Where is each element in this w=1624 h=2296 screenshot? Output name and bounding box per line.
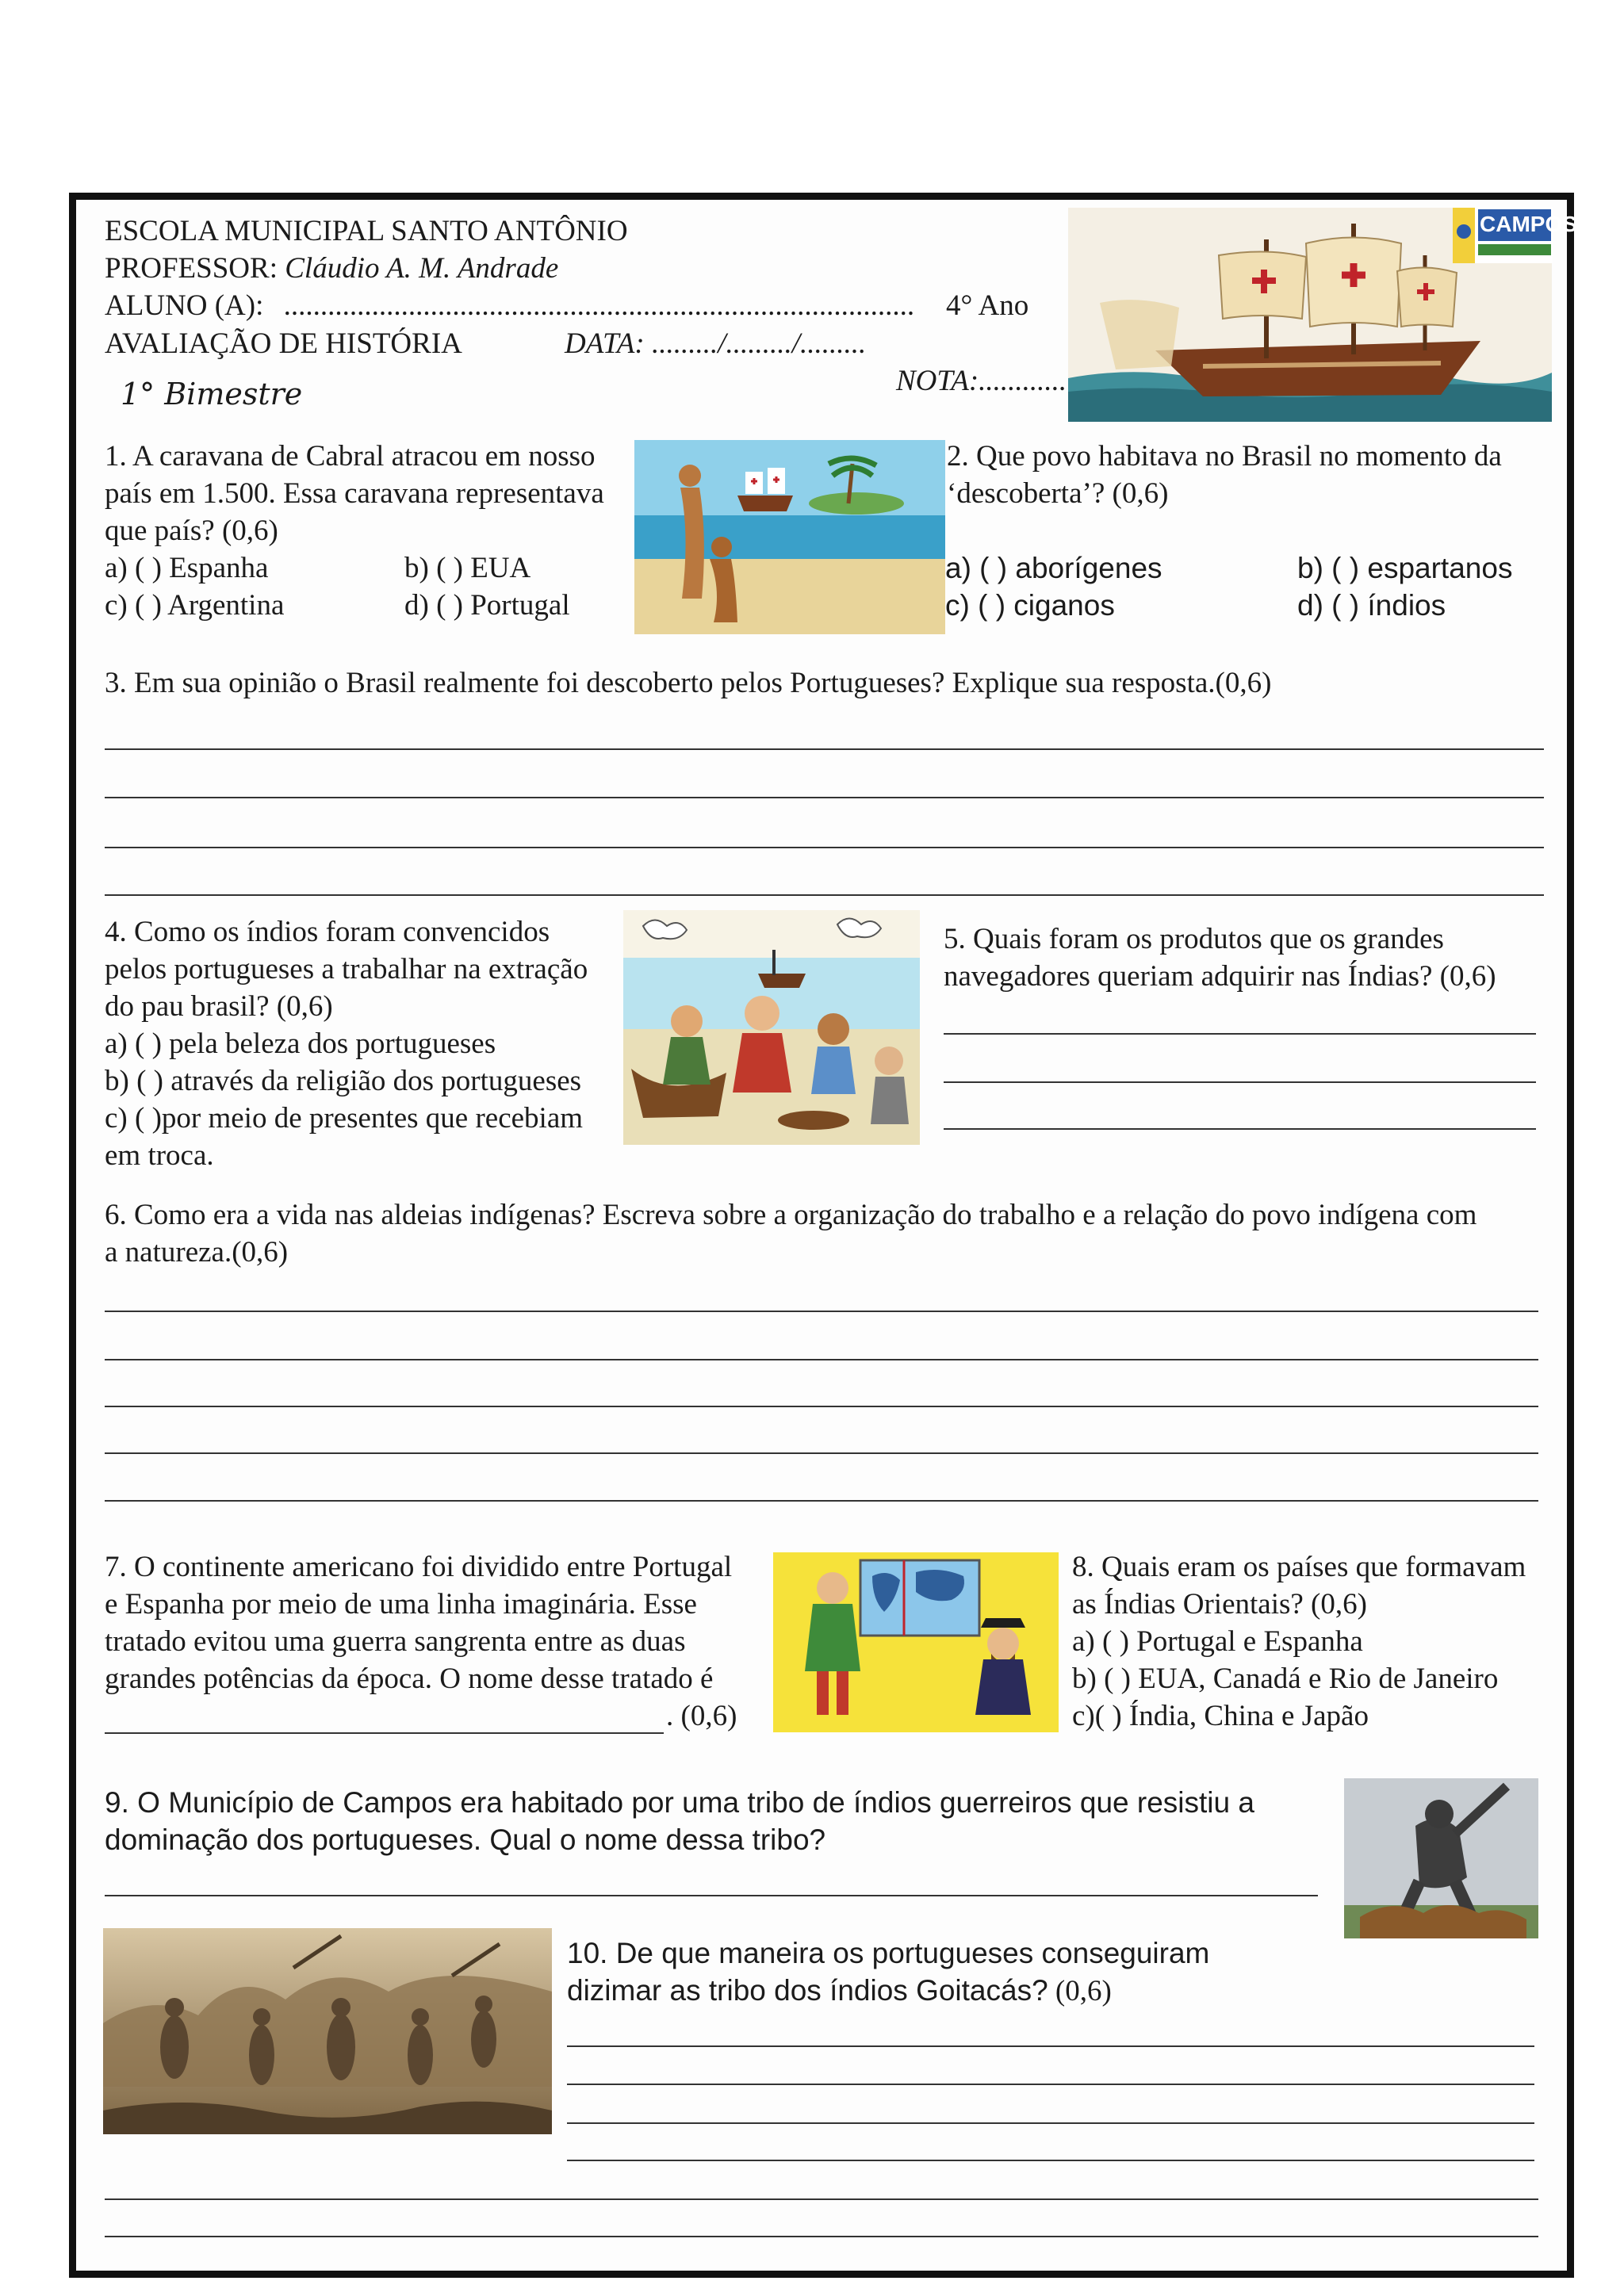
q10-answer-line-1[interactable] (567, 2045, 1534, 2047)
q7-line-3: tratado evitou uma guerra sangrenta entre as duas (105, 1625, 686, 1658)
q4-option-c[interactable]: c) ( )por meio de presentes que recebiam (105, 1102, 584, 1135)
date-field[interactable]: DATA: ........./........./......... (565, 327, 867, 360)
q3-answer-line-2[interactable] (105, 797, 1544, 798)
logo-text: CAMPOS (1480, 212, 1577, 236)
q8-option-b[interactable]: b) ( ) EUA, Canadá e Rio de Janeiro (1072, 1663, 1499, 1695)
q9-line-2: dominação dos portugueses. Qual o nome dessa tribo? (105, 1823, 826, 1856)
campos-logo (1453, 208, 1577, 263)
q2-line-1: 2. Que povo habitava no Brasil no momento da (947, 440, 1502, 473)
q10-line-2-text: dizimar as tribo dos índios Goitacás? (567, 1974, 1048, 2007)
q5-answer-line-3[interactable] (944, 1128, 1536, 1130)
grade-level: 4° Ano (946, 289, 1029, 322)
q9-answer-line[interactable] (105, 1895, 1318, 1896)
q5-answer-line-2[interactable] (944, 1081, 1536, 1083)
q7-line-1: 7. O continente americano foi dividido entre Portugal (105, 1551, 733, 1583)
q6-answer-line-1[interactable] (105, 1311, 1538, 1312)
q2-line-2: ‘descoberta’? (0,6) (947, 477, 1169, 510)
q5-answer-line-1[interactable] (944, 1033, 1536, 1035)
q1-option-a[interactable]: a) ( ) Espanha (105, 552, 269, 584)
teacher-name: Cláudio A. M. Andrade (285, 252, 559, 285)
q8-line-2: as Índias Orientais? (0,6) (1072, 1588, 1367, 1621)
score-field[interactable]: NOTA:............ (896, 365, 1067, 397)
q4-option-b[interactable]: b) ( ) através da religião dos portugueses (105, 1065, 582, 1097)
q3-text: 3. Em sua opinião o Brasil realmente foi descoberto pelos Portugueses? Explique sua resposta.(0,6) (105, 667, 1272, 699)
q4-line-2: pelos portugueses a trabalhar na extração (105, 953, 588, 985)
indigenous-engraving-image (103, 1928, 552, 2134)
q1-option-b[interactable]: b) ( ) EUA (404, 552, 531, 584)
q2-option-b[interactable]: b) ( ) espartanos (1297, 552, 1513, 584)
student-line[interactable] (105, 287, 914, 324)
q1-line-3: que país? (0,6) (105, 515, 278, 547)
q1-option-c[interactable]: c) ( ) Argentina (105, 589, 285, 622)
q3-answer-line-3[interactable] (105, 847, 1544, 848)
q6-answer-line-4[interactable] (105, 1452, 1538, 1454)
school-name: ESCOLA MUNICIPAL SANTO ANTÔNIO (105, 215, 628, 247)
q10-answer-line-4[interactable] (567, 2160, 1534, 2161)
q10-answer-line-6[interactable] (105, 2236, 1538, 2237)
q10-answer-line-5[interactable] (105, 2198, 1538, 2200)
q4-option-c-cont: em troca. (105, 1139, 214, 1172)
cabral-landing-image (634, 440, 945, 634)
exam-title: AVALIAÇÃO DE HISTÓRIA (105, 327, 462, 360)
student-name-field[interactable]: ...................................................................................... (283, 289, 915, 322)
q8-option-a[interactable]: a) ( ) Portugal e Espanha (1072, 1625, 1363, 1658)
student-label: ALUNO (A): (105, 289, 264, 322)
q1-line-1: 1. A caravana de Cabral atracou em nosso (105, 440, 596, 473)
q6-answer-line-2[interactable] (105, 1359, 1538, 1360)
q3-answer-line-1[interactable] (105, 748, 1544, 750)
q7-line-4: grandes potências da época. O nome desse tratado é (105, 1663, 714, 1695)
q10-score: (0,6) (1055, 1975, 1112, 2007)
teacher-label: PROFESSOR: (105, 252, 278, 285)
q7-answer-line[interactable] (105, 1732, 664, 1734)
pau-brasil-trade-image (623, 910, 920, 1145)
q2-option-c[interactable]: c) ( ) ciganos (945, 589, 1115, 622)
q4-line-3: do pau brasil? (0,6) (105, 990, 333, 1023)
q10-line-1: 10. De que maneira os portugueses conseguiram (567, 1937, 1210, 1969)
q1-line-2: país em 1.500. Essa caravana representava (105, 477, 604, 510)
q7-score: . (0,6) (666, 1700, 737, 1732)
q4-line-1: 4. Como os índios foram convencidos (105, 916, 550, 948)
q6-line-1: 6. Como era a vida nas aldeias indígenas? Escreva sobre a organização do trabalho e a relação do povo indígena com (105, 1199, 1477, 1231)
q10-line-2 (567, 1972, 1112, 2010)
q10-answer-line-3[interactable] (567, 2122, 1534, 2124)
goitaca-statue-image (1344, 1778, 1538, 1938)
q5-line-1: 5. Quais foram os produtos que os grandes (944, 923, 1444, 955)
teacher-line (105, 250, 558, 287)
q1-option-d[interactable]: d) ( ) Portugal (404, 589, 570, 622)
q6-answer-line-5[interactable] (105, 1500, 1538, 1502)
q6-line-2: a natureza.(0,6) (105, 1236, 289, 1269)
q5-line-2: navegadores queriam adquirir nas Índias? (0,6) (944, 960, 1496, 993)
q3-answer-line-4[interactable] (105, 894, 1544, 896)
term-label: 1° Bimestre (121, 377, 303, 411)
q8-line-1: 8. Quais eram os países que formavam (1072, 1551, 1526, 1583)
q9-line-1: 9. O Município de Campos era habitado por uma tribo de índios guerreiros que resistiu a (105, 1786, 1254, 1819)
q6-answer-line-3[interactable] (105, 1406, 1538, 1407)
q10-answer-line-2[interactable] (567, 2084, 1534, 2085)
q8-option-c[interactable]: c)( ) Índia, China e Japão (1072, 1700, 1369, 1732)
tordesillas-map-image (773, 1552, 1059, 1732)
q2-option-a[interactable]: a) ( ) aborígenes (945, 552, 1162, 584)
q2-option-d[interactable]: d) ( ) índios (1297, 589, 1446, 622)
q4-option-a[interactable]: a) ( ) pela beleza dos portugueses (105, 1027, 496, 1060)
q7-line-2: e Espanha por meio de uma linha imaginária. Esse (105, 1588, 697, 1621)
